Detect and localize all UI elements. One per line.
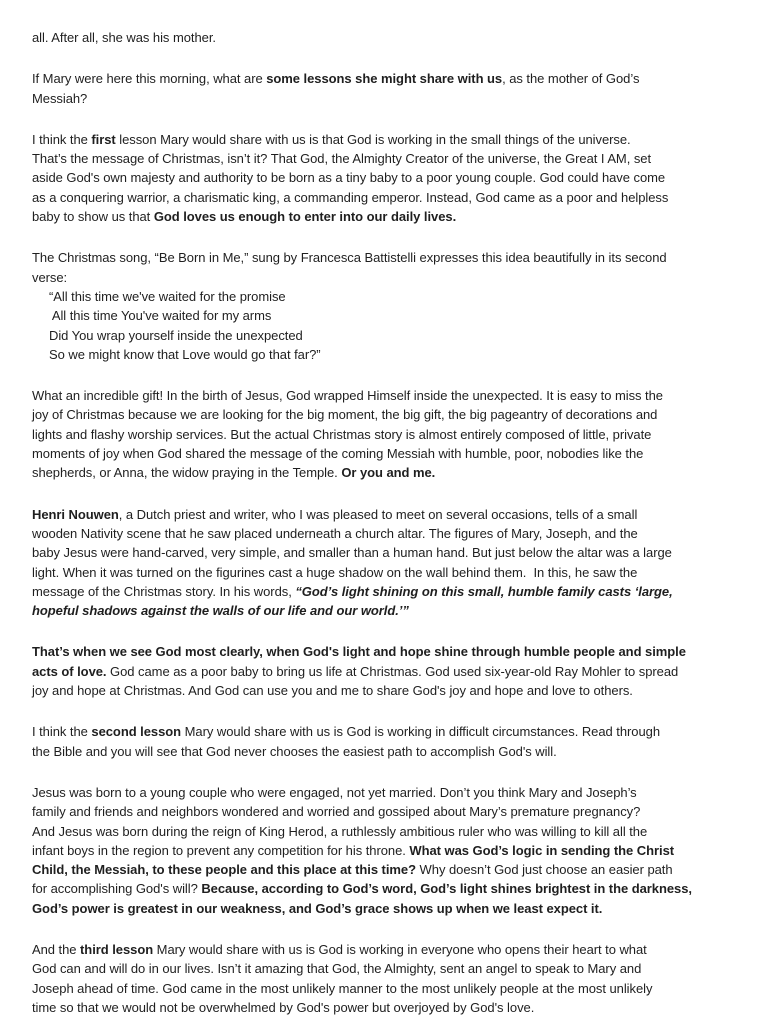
bold-text: third lesson bbox=[80, 941, 154, 957]
paragraph-8 bbox=[32, 722, 736, 761]
text-line bbox=[32, 802, 736, 821]
text-segment: time so that we would not be overwhelmed by God's power but overjoyed by God's love. bbox=[32, 999, 535, 1015]
text-segment: If Mary were here this morning, what are bbox=[32, 71, 267, 87]
text-line bbox=[32, 168, 736, 187]
text-line bbox=[32, 188, 736, 207]
text-segment: baby Jesus were hand-carved, very simple, and smaller than a human hand. But just below the altar was a large bbox=[32, 545, 672, 561]
text-segment: Did You wrap yourself inside the unexpected bbox=[49, 327, 303, 343]
text-line bbox=[32, 783, 736, 802]
text-line bbox=[32, 563, 736, 582]
paragraph-2 bbox=[32, 69, 736, 108]
text-segment: baby to show us that bbox=[32, 209, 154, 225]
text-segment: light. When it was turned on the figurines cast a huge shadow on the wall behind them. In this, he saw the bbox=[32, 564, 638, 580]
text-line bbox=[32, 268, 736, 287]
text-line bbox=[32, 463, 736, 482]
bold-italic-text: hopeful shadows against the walls of our life and our world.’” bbox=[32, 603, 409, 619]
bold-text: second lesson bbox=[91, 724, 182, 740]
text-line bbox=[32, 860, 736, 879]
text-line bbox=[32, 642, 736, 661]
text-segment: shepherds, or Anna, the widow praying in the Temple. bbox=[32, 465, 342, 481]
text-line bbox=[32, 248, 736, 267]
text-segment: Mary would share with us is God is working in everyone who opens their heart to what bbox=[153, 941, 647, 957]
text-line bbox=[32, 444, 736, 463]
text-segment: family and friends and neighbors wondered and worried and gossiped about Mary’s premature pregnancy? bbox=[32, 804, 641, 820]
bold-text: That’s when we see God most clearly, when God's light and hope shine through humble people and simple bbox=[32, 644, 686, 660]
text-line bbox=[32, 149, 736, 168]
text-line bbox=[32, 582, 736, 601]
bold-text: Because, according to God’s word, God’s light shines brightest in the darkness, bbox=[201, 881, 692, 897]
text-segment: “All this time we've waited for the promise bbox=[49, 288, 286, 304]
text-segment: all. After all, she was his mother. bbox=[32, 30, 216, 45]
text-segment: That’s the message of Christmas, isn’t it? That God, the Almighty Creator of the universe, the Great I AM, set bbox=[32, 151, 652, 167]
text-line bbox=[32, 841, 736, 860]
text-segment: wooden Nativity scene that he saw placed underneath a church altar. The figures of Mary, Joseph, and the bbox=[32, 525, 638, 541]
text-line bbox=[32, 524, 736, 543]
text-segment: What an incredible gift! In the birth of Jesus, God wrapped Himself inside the unexpected. It is easy to miss the bbox=[32, 388, 663, 404]
text-line bbox=[32, 287, 736, 306]
text-line bbox=[32, 543, 736, 562]
text-line bbox=[32, 425, 736, 444]
paragraph-5 bbox=[32, 386, 736, 482]
text-segment: The Christmas song, “Be Born in Me,” sung by Francesca Battistelli expresses this idea beautifully in its second bbox=[32, 250, 667, 266]
text-segment: , as the mother of God’s bbox=[502, 71, 640, 87]
text-segment: the Bible and you will see that God never chooses the easiest path to accomplish God's will. bbox=[32, 743, 557, 759]
text-segment: infant boys in the region to prevent any competition for his throne. bbox=[32, 842, 410, 858]
text-line bbox=[32, 899, 736, 918]
text-segment: joy of Christmas because we are looking for the big moment, the big gift, the big pageantry of decorations and bbox=[32, 407, 658, 423]
text-segment: Mary would share with us is God is working in difficult circumstances. Read through bbox=[181, 724, 660, 740]
text-segment: message of the Christmas story. In his words, bbox=[32, 583, 296, 599]
bold-text: some lessons she might share with us bbox=[266, 71, 503, 87]
text-segment: joy and hope at Christmas. And God can use you and me to share God's joy and hope and love to others. bbox=[32, 683, 633, 699]
text-line bbox=[32, 742, 736, 761]
paragraph-6 bbox=[32, 505, 736, 621]
text-line bbox=[32, 345, 736, 364]
text-segment: moments of joy when God shared the message of the coming Messiah with humble, poor, nobodies like the bbox=[32, 446, 644, 462]
text-segment: verse: bbox=[32, 269, 68, 285]
paragraph-10 bbox=[32, 940, 736, 1017]
text-line bbox=[32, 89, 736, 108]
text-segment: Messiah? bbox=[32, 90, 88, 106]
text-segment: And Jesus was born during the reign of King Herod, a ruthlessly ambitious ruler who was willing to kill all the bbox=[32, 823, 648, 839]
text-segment: Jesus was born to a young couple who were engaged, not yet married. Don’t you think Mary and Joseph’s bbox=[32, 784, 637, 800]
paragraph-9 bbox=[32, 783, 736, 918]
text-line bbox=[32, 405, 736, 424]
bold-text: acts of love. bbox=[32, 663, 107, 679]
paragraph-4 bbox=[32, 248, 736, 364]
paragraph-1 bbox=[32, 28, 736, 47]
paragraph-7 bbox=[32, 642, 736, 700]
text-segment: Why doesn’t God just choose an easier path bbox=[415, 862, 673, 878]
text-line bbox=[32, 505, 736, 524]
text-line bbox=[32, 959, 736, 978]
bold-text: first bbox=[91, 131, 116, 147]
text-line bbox=[32, 306, 736, 325]
text-segment: God can and will do in our lives. Isn’t it amazing that God, the Almighty, sent an angel to speak to Mary and bbox=[32, 961, 642, 977]
text-segment: lights and flashy worship services. But the actual Christmas story is almost entirely composed of little, private bbox=[32, 426, 652, 442]
text-line bbox=[32, 28, 736, 47]
text-segment: lesson Mary would share with us is that God is working in the small things of the universe. bbox=[115, 131, 631, 147]
text-line bbox=[32, 662, 736, 681]
text-segment: as a conquering warrior, a charismatic king, a commanding emperor. Instead, God came as a poor and helpless bbox=[32, 189, 669, 205]
text-line bbox=[32, 681, 736, 700]
bold-text: Child, the Messiah, to these people and this place at this time? bbox=[32, 862, 416, 878]
text-line bbox=[32, 130, 736, 149]
text-line bbox=[32, 601, 736, 620]
text-line bbox=[32, 207, 736, 226]
text-segment: for accomplishing God's will? bbox=[32, 881, 202, 897]
text-line bbox=[32, 722, 736, 741]
text-line bbox=[32, 940, 736, 959]
text-segment: God came as a poor baby to bring us life at Christmas. God used six-year-old Ray Mohler to spread bbox=[106, 663, 679, 679]
text-segment: All this time You've waited for my arms bbox=[49, 308, 272, 324]
text-segment: I think the bbox=[32, 724, 92, 740]
text-line bbox=[32, 979, 736, 998]
text-segment: , a Dutch priest and writer, who I was pleased to meet on several occasions, tells of a small bbox=[118, 506, 638, 522]
text-segment: aside God's own majesty and authority to be born as a tiny baby to a poor young couple. God could have come bbox=[32, 170, 666, 186]
text-segment: I think the bbox=[32, 131, 92, 147]
paragraph-3 bbox=[32, 130, 736, 226]
text-segment: Joseph ahead of time. God came in the most unlikely manner to the most unlikely people at the most unlikely bbox=[32, 980, 653, 996]
bold-italic-text: “God’s light shining on this small, humble family casts ‘large, bbox=[295, 583, 673, 599]
text-line bbox=[32, 326, 736, 345]
bold-text: What was God’s logic in sending the Christ bbox=[409, 842, 675, 858]
text-line bbox=[32, 69, 736, 88]
bold-text: God loves us enough to enter into our daily lives. bbox=[153, 209, 457, 225]
text-segment: So we might know that Love would go that far?” bbox=[49, 346, 321, 362]
text-line bbox=[32, 998, 736, 1017]
bold-text: God’s power is greatest in our weakness, and God’s grace shows up when we least expect it. bbox=[32, 900, 603, 916]
text-line bbox=[32, 879, 736, 898]
text-line bbox=[32, 386, 736, 405]
text-segment: And the bbox=[32, 941, 81, 957]
bold-text: Or you and me. bbox=[341, 465, 436, 481]
text-line bbox=[32, 822, 736, 841]
bold-text: Henri Nouwen bbox=[32, 506, 119, 522]
